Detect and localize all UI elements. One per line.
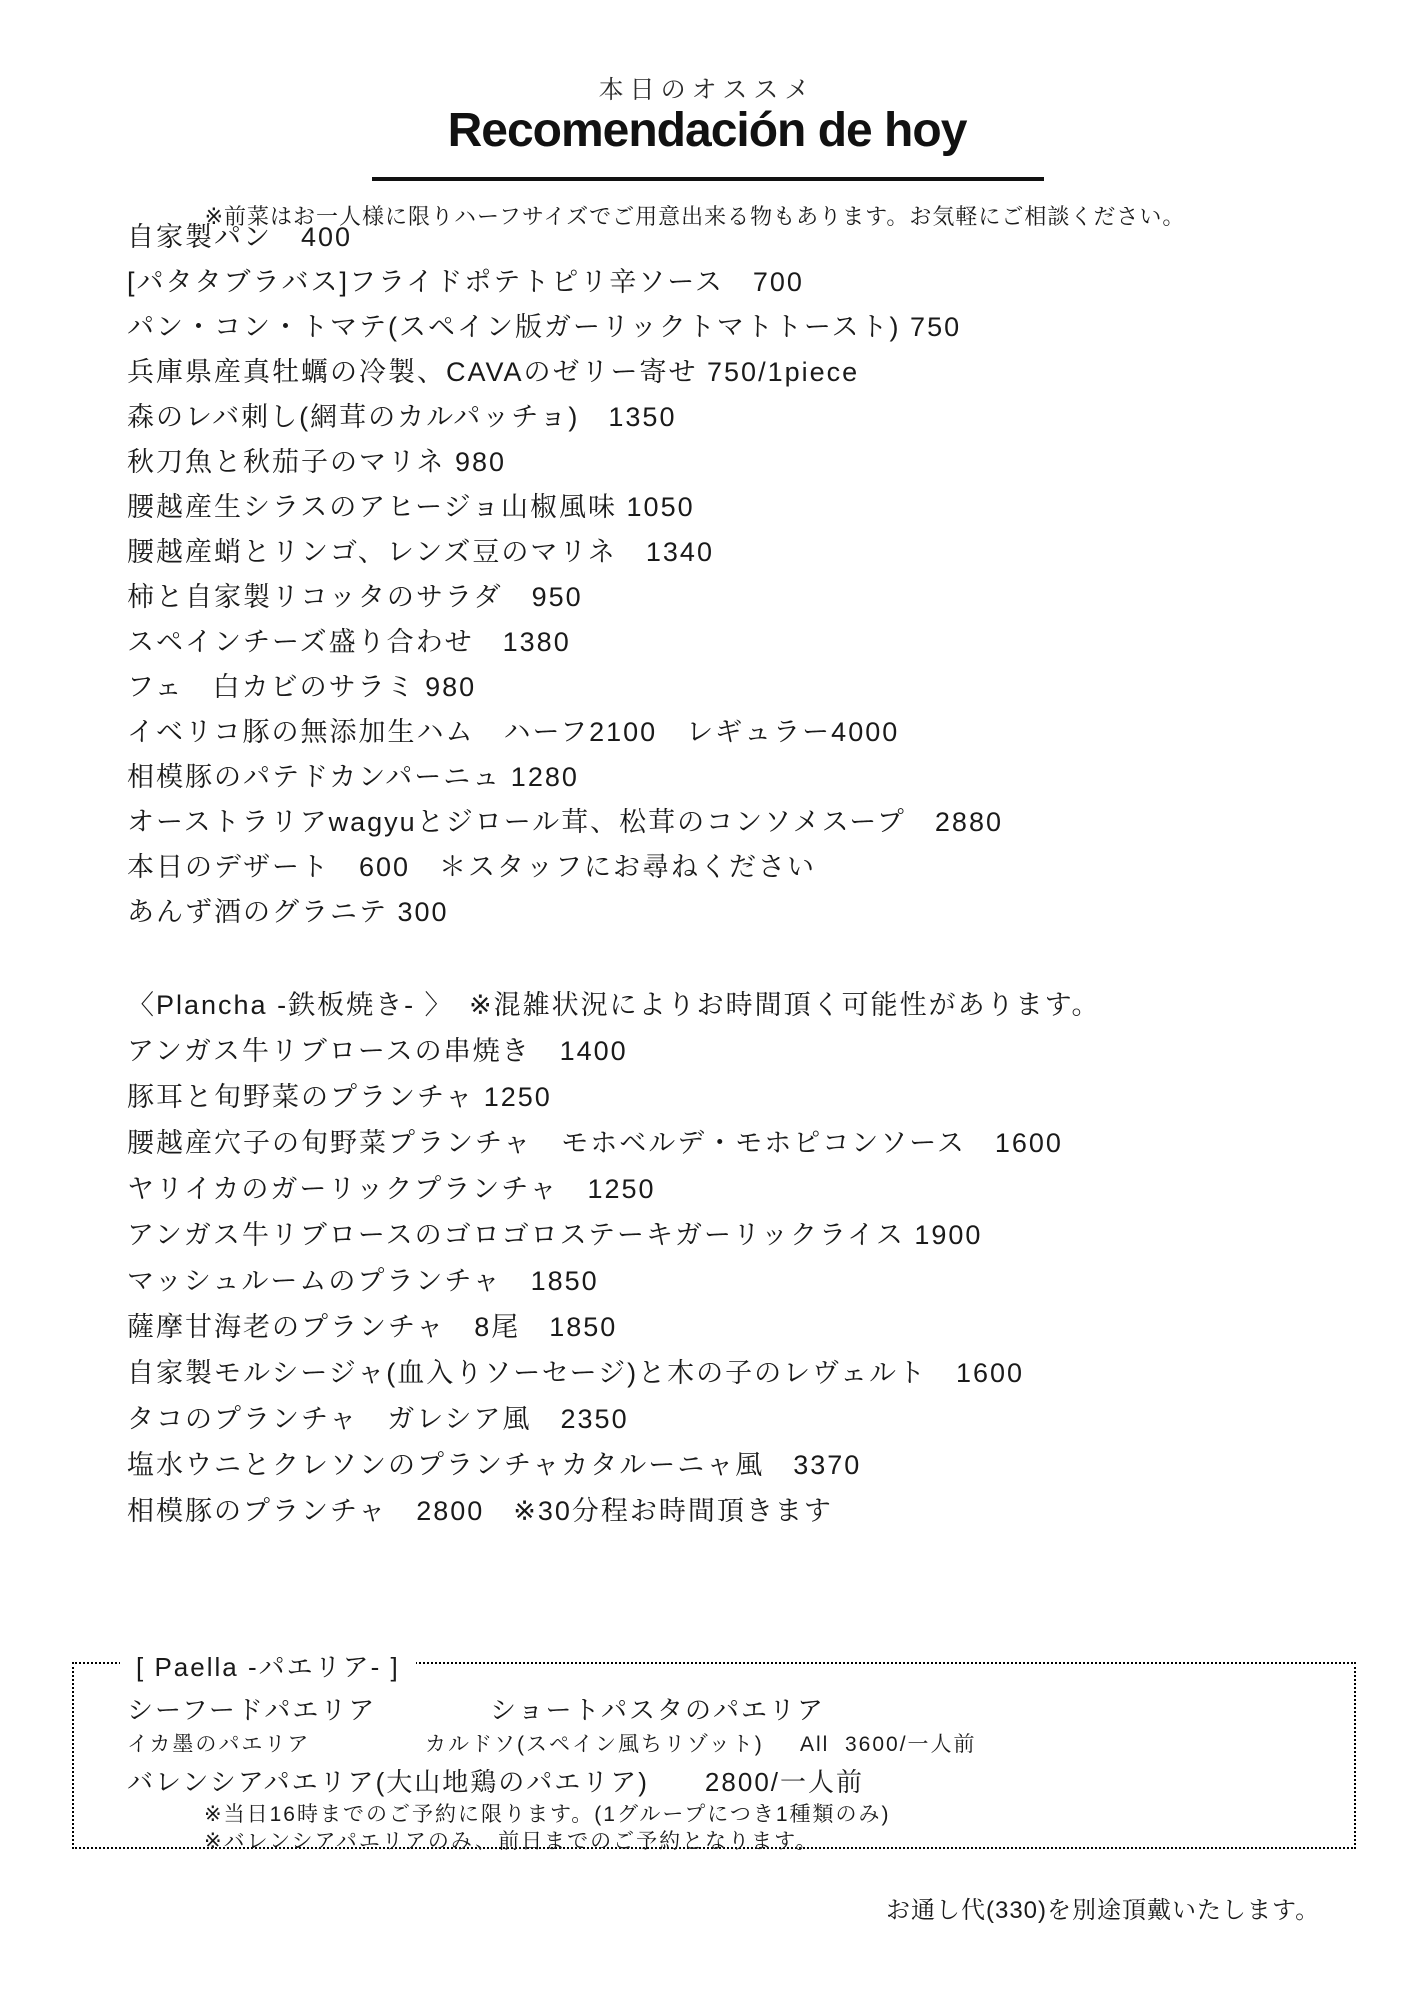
plancha-section (127, 982, 1101, 1534)
paella-item: イカ墨のパエリア (127, 1733, 311, 1756)
page-title-japanese: 本日のオススメ (598, 76, 816, 104)
menu-item: あんず酒のグラニテ 300 (127, 897, 449, 927)
paella-note: ※当日16時までのご予約に限ります。(1グループにつき1種類のみ) (204, 1803, 891, 1826)
appetizer-note: ※前菜はお一人様に限りハーフサイズでご用意出来る物もあります。お気軽にご相談ください。 (204, 204, 1186, 229)
paella-item: シーフードパエリア (127, 1695, 377, 1725)
paella-item: ショートパスタのパエリア (490, 1695, 825, 1725)
menu-item: イベリコ豚の無添加生ハム ハーフ2100 レギュラー4000 (127, 717, 900, 747)
menu-item: 自家製モルシージャ(血入りソーセージ)と木の子のレヴェルト 1600 (127, 1358, 1025, 1388)
menu-item: 柿と自家製リコッタのサラダ 950 (127, 582, 583, 612)
paella-item: バレンシアパエリア(大山地鶏のパエリア) 2800/一人前 (127, 1767, 865, 1797)
cover-charge-note: お通し代(330)を別途頂戴いたします。 (886, 1897, 1321, 1924)
paella-note: ※バレンシアパエリアのみ、前日までのご予約となります。 (204, 1830, 819, 1853)
menu-item: マッシュルームのプランチャ 1850 (127, 1266, 599, 1296)
menu-item: アンガス牛リブロースのゴロゴロステーキガーリックライス 1900 (127, 1220, 983, 1250)
paella-section-header: [ Paella -パエリア- ] (120, 1647, 416, 1684)
menu-item: 自家製パン 400 (127, 222, 353, 252)
menu-item: フェ 白カビのサラミ 980 (127, 672, 477, 702)
menu-item: 秋刀魚と秋茄子のマリネ 980 (127, 447, 507, 477)
menu-item: 腰越産蛸とリンゴ、レンズ豆のマリネ 1340 (127, 537, 714, 567)
page-title-spanish: Recomendación de hoy (447, 104, 967, 157)
menu-item: パン・コン・トマテ(スペイン版ガーリックトマトトースト) 750 (127, 312, 962, 342)
paella-box (72, 1652, 1356, 1853)
menu-item: ヤリイカのガーリックプランチャ 1250 (127, 1174, 656, 1204)
menu-item: オーストラリアwagyuとジロール茸、松茸のコンソメスープ 2880 (127, 807, 1003, 837)
menu-item: タコのプランチャ ガレシア風 2350 (127, 1404, 629, 1434)
menu-item: 相模豚のパテドカンパーニュ 1280 (127, 762, 579, 792)
menu-item: 豚耳と旬野菜のプランチャ 1250 (127, 1082, 552, 1112)
plancha-section-header: 〈Plancha -鉄板焼き- 〉 ※混雑状況によりお時間頂く可能性があります。 (127, 990, 1101, 1020)
paella-item: カルドソ(スペイン風ちリゾット) (425, 1733, 764, 1756)
menu-item: 薩摩甘海老のプランチャ 8尾 1850 (127, 1312, 618, 1342)
menu-item: 本日のデザート 600 ＊スタッフにお尋ねください (127, 852, 817, 882)
title-underline (372, 177, 1044, 181)
menu-item: 腰越産穴子の旬野菜プランチャ モホベルデ・モホピコンソース 1600 (127, 1128, 1063, 1158)
menu-item: スペインチーズ盛り合わせ 1380 (127, 627, 571, 657)
menu-item: アンガス牛リブロースの串焼き 1400 (127, 1036, 628, 1066)
menu-item: 塩水ウニとクレソンのプランチャカタルーニャ風 3370 (127, 1450, 862, 1480)
menu-item: [パタタブラバス]フライドポテトピリ辛ソース 700 (127, 267, 804, 297)
menu-item: 森のレバ刺し(網茸のカルパッチョ) 1350 (127, 402, 677, 432)
paella-price-all: All 3600/一人前 (800, 1733, 977, 1756)
menu-item: 相模豚のプランチャ 2800 ※30分程お時間頂きます (127, 1496, 833, 1526)
menu-item: 腰越産生シラスのアヒージョ山椒風味 1050 (127, 492, 695, 522)
appetizer-list (127, 215, 1003, 935)
menu-item: 兵庫県産真牡蠣の冷製、CAVAのゼリー寄せ 750/1piece (127, 357, 860, 387)
